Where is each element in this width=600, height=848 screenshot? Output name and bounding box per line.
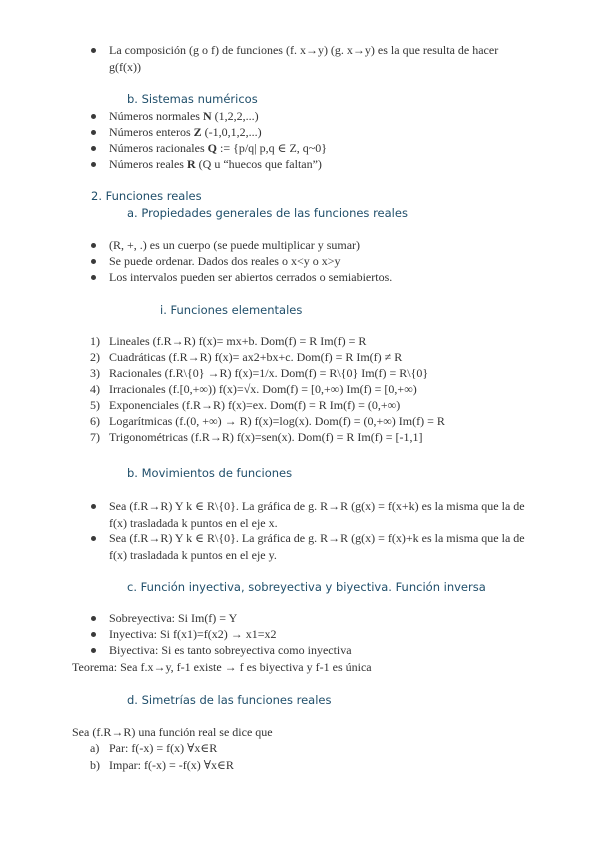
list-number: 6) (90, 414, 100, 428)
list-number: 3) (90, 366, 100, 380)
inyectiva-item: Inyectiva: Si f(x1)=f(x2) → x1=x2 (109, 627, 277, 641)
simetrias-item: Impar: f(-x) = -f(x) ∀x∈R (109, 758, 234, 772)
bullet-dot (91, 114, 96, 119)
inyectiva-item: Sobreyectiva: Si Im(f) = Y (109, 611, 238, 625)
propiedades-item: (R, +, .) es un cuerpo (se puede multiplicar y sumar) (109, 238, 361, 252)
sistemas-item: Números racionales Q := {p/q| p,q ∈ Z, q~0} (109, 141, 328, 155)
bullet-dot (91, 275, 96, 280)
composition-text: La composición (g o f) de funciones (f. x→y) (g. x→y) es la que resulta de hacer (109, 43, 499, 57)
heading-inyectiva: c. Función inyectiva, sobreyectiva y biyectiva. Función inversa (127, 580, 486, 594)
simetrias-intro: Sea (f.R→R) una función real se dice que (72, 725, 273, 739)
elementales-item: Racionales (f.R\{0} →R) f(x)=1/x. Dom(f) = R\{0} Im(f) = R\{0} (109, 366, 429, 380)
composition-text-cont: g(f(x)) (109, 60, 141, 74)
bullet-dot (91, 259, 96, 264)
sistemas-item: Números normales N (1,2,2,...) (109, 109, 259, 123)
sistemas-item: Números enteros Z (-1,0,1,2,...) (109, 125, 262, 139)
elementales-item: Lineales (f.R→R) f(x)= mx+b. Dom(f) = R Im(f) = R (109, 334, 367, 348)
heading-sistemas-numericos: b. Sistemas numéricos (127, 92, 258, 106)
heading-funciones-elementales: i. Funciones elementales (160, 303, 303, 317)
movimientos-item: Sea (f.R→R) Y k ∈ R\{0}. La gráfica de g. R→R (g(x) = f(x)+k es la misma que la de (109, 531, 525, 545)
bullet-dot (91, 243, 96, 248)
elementales-item: Cuadráticas (f.R→R) f(x)= ax2+bx+c. Dom(f) = R Im(f) ≠ R (109, 350, 403, 364)
heading-simetrias: d. Simetrías de las funciones reales (127, 693, 332, 707)
bullet-dot (91, 162, 96, 167)
elementales-item: Exponenciales (f.R→R) f(x)=ex. Dom(f) = R Im(f) = (0,+∞) (109, 398, 401, 412)
bullet-dot (91, 146, 96, 151)
bullet-dot (91, 648, 96, 653)
propiedades-item: Los intervalos pueden ser abiertos cerrados o semiabiertos. (109, 270, 393, 284)
sistemas-item: Números reales R (Q u “huecos que faltan”) (109, 157, 322, 171)
bullet-dot (91, 48, 96, 53)
simetrias-item: Par: f(-x) = f(x) ∀x∈R (109, 741, 218, 755)
movimientos-item-cont: f(x) trasladada k puntos en el eje x. (109, 516, 278, 530)
inyectiva-item: Biyectiva: Si es tanto sobreyectiva como inyectiva (109, 643, 352, 657)
movimientos-item: Sea (f.R→R) Y k ∈ R\{0}. La gráfica de g. R→R (g(x) = f(x+k) es la misma que la de (109, 499, 525, 513)
list-letter: b) (90, 758, 100, 772)
bullet-dot (91, 616, 96, 621)
elementales-item: Logarítmicas (f.(0, +∞) → R) f(x)=log(x). Dom(f) = (0,+∞) Im(f) = R (109, 414, 445, 428)
elementales-item: Irracionales (f.[0,+∞)) f(x)=√x. Dom(f) = [0,+∞) Im(f) = [0,+∞) (109, 382, 417, 396)
propiedades-item: Se puede ordenar. Dados dos reales o x<y o x>y (109, 254, 341, 268)
bullet-dot (91, 632, 96, 637)
list-number: 7) (90, 430, 100, 444)
list-number: 5) (90, 398, 100, 412)
list-number: 4) (90, 382, 100, 396)
teorema-text: Teorema: Sea f.x→y, f-1 existe → f es biyectiva y f-1 es única (72, 660, 372, 674)
bullet-dot (91, 130, 96, 135)
list-number: 2) (90, 350, 100, 364)
list-number: 1) (90, 334, 100, 348)
bullet-dot (91, 536, 96, 541)
movimientos-item-cont: f(x) trasladada k puntos en el eje y. (109, 548, 277, 562)
elementales-item: Trigonométricas (f.R→R) f(x)=sen(x). Dom(f) = R Im(f) = [-1,1] (109, 430, 423, 444)
heading-propiedades: a. Propiedades generales de las funciones reales (127, 206, 408, 220)
heading-funciones-reales: 2. Funciones reales (91, 189, 202, 203)
heading-movimientos: b. Movimientos de funciones (127, 466, 293, 480)
list-letter: a) (90, 741, 100, 755)
bullet-dot (91, 504, 96, 509)
